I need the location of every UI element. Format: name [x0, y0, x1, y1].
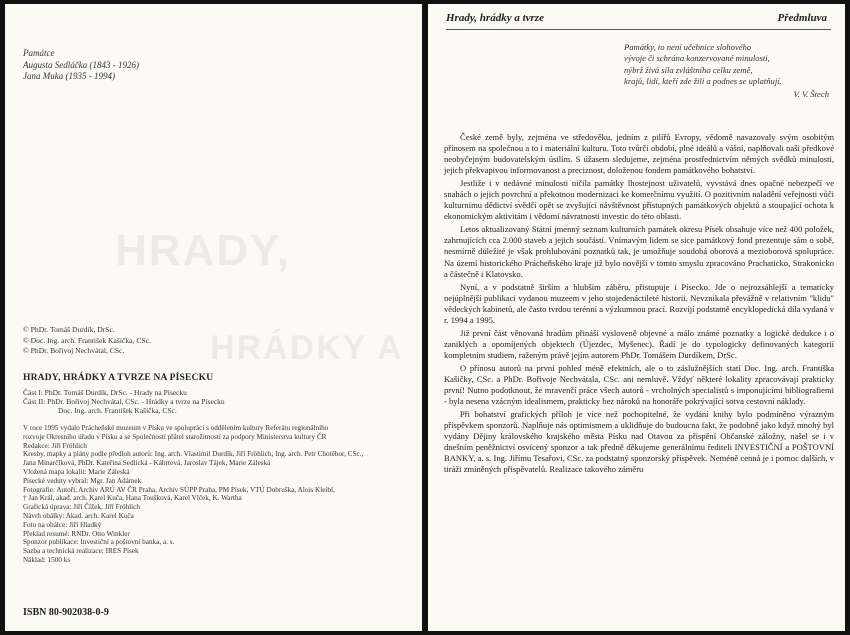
- colophon-line: Fotografie: Autoři, Archiv ARÚ AV ČR Praha, Archiv SÚPP Praha, PM Písek, VTÚ Dobruška, Alois Kleibl,: [23, 485, 335, 494]
- running-head-left: Hrady, hrádky a tvrze: [446, 12, 544, 24]
- colophon-line: Sazba a technická realizace: IRES Písek: [23, 547, 139, 556]
- paragraph: Jestliže i v nedávné minulosti ničila památky lhostejnost uživatelů, vyvstává dnes opačné nebezpečí ve snahách o jejich povrchní a překotnou modernizaci ke komerčnímu využití. O pozitivním naladění veřejnosti vůči kulturnímu dědictví svědčí opět se zvyšující návštěvnost přístupných památkových objektů a stoupající ochota k ekonomickým aktivitám i vědomí návratnosti investic do této oblasti.: [444, 178, 834, 222]
- dedication-line: Augusta Sedláčka (1843 - 1926): [23, 59, 139, 70]
- colophon-line: Vložená mapa lokalit: Marie Záleská: [23, 467, 130, 476]
- colophon-line: Jana Minarčíková, PhDr. Kateřina Sedlická - Kábrtová, Jaroslav Tájek, Marie Záleská: [23, 459, 271, 468]
- epigraph-line: Památky, to není učebnice slohového: [624, 42, 752, 52]
- parts-list: [23, 388, 225, 415]
- epigraph-line: krajů, lidí, kteří zde žili a podnes se uplatňují.: [624, 76, 782, 87]
- paragraph: O přínosu autorů na první pohled méně efektních, ale o to záslužnějších statí Doc. Ing. arch. Františka Kašičky, CSc. a PhDr. Bořivoje Nechvátala, CSc. ani nemluvě. Vždyť některé lokality zpracovávají prakticky první! Nutno podotknout, že mravenčí práce všech autorů - vrcholných specialistů s imponujícími bibliografiemi - byla nesena vzácným idealismem, prakticky bez nároků na honoráře pokrývající sotva cestovní náklady.: [444, 362, 834, 407]
- preface-text: [444, 132, 834, 477]
- book-title: HRADY, HRÁDKY A TVRZE NA PÍSECKU: [23, 373, 214, 383]
- colophon-line: Redakce: Jiří Fröhlich: [23, 441, 87, 450]
- colophon-line: Návrh obálky: Akad. arch. Karel Kuča: [23, 511, 134, 520]
- colophon-line: Kresby, mapky a plány podle předloh autorů: Ing. arch. Vlastimil Durdík, Jiří Fröhlich, Ing. arch. Petr Chotěbor, CSc.,: [23, 450, 364, 459]
- running-head: [446, 12, 827, 26]
- colophon-line: rozvoje Okresního úřadu v Písku a se Společností přátel starožitností za podpory Ministerstva kultury ČR: [23, 432, 327, 441]
- running-head-right: Předmluva: [777, 12, 827, 24]
- header-rule: [446, 29, 831, 30]
- colophon-line: Sponzor publikace: Investiční a poštovní banka, a. s.: [23, 538, 175, 547]
- epigraph-line: vývoje či schrána konzervované minulosti,: [624, 53, 770, 64]
- isbn: ISBN 80-902038-0-9: [23, 607, 109, 618]
- colophon-line: Písecké veduty vybral: Mgr. Jan Adámek: [23, 476, 142, 485]
- copyright-block: [23, 325, 151, 357]
- left-page: [5, 4, 422, 631]
- copyright-line: © Doc. Ing. arch. František Kašička, CSc.: [23, 335, 151, 345]
- epigraph: [624, 42, 829, 100]
- paragraph: Letos aktualizovaný Státní jmenný seznam kulturních památek okresu Písek obsahuje více než 400 položek, zahrnujících cca 2.000 staveb a jejich součástí. Vnímavým lidem se sice památkový fond prezentuje sám o sobě, nesmírně důležité je však prohlubování poznatků tak, je umožňuje soudobá oborová a mezioborová spolupráce. Na území historického Prácheňského kraje již bylo novější v tomto smyslu zpracováno Prachaticko, Strakonicko a částečně i Klatovsko.: [444, 224, 834, 279]
- colophon-line: Překlad resumé: RNDr. Otto Winkler: [23, 529, 130, 538]
- epigraph-author: V. V. Štech: [793, 88, 829, 99]
- part-line: Část I: PhDr. Tomáš Durdík, DrSc. - Hrady na Písecku: [23, 388, 187, 397]
- colophon-line: † Jan Král, akad. arch. Karel Kuča, Hana Toušková, Karel Vlček, K. Wartha: [23, 494, 242, 503]
- dedication-line: Jana Muka (1935 - 1994): [23, 71, 115, 81]
- right-page: [428, 4, 845, 631]
- epigraph-line: nýbrž živá síla zvláštního celku země,: [624, 64, 753, 75]
- part-line: Doc. Ing. arch. František Kašička, CSc.: [58, 406, 177, 415]
- copyright-line: © PhDr. Bořivoj Nechvátal, CSc.: [23, 346, 125, 355]
- dedication-line: Památce: [23, 48, 55, 58]
- colophon-line: Náklad: 1500 ks: [23, 555, 71, 564]
- colophon-line: Grafická úprava: Jiří Čížek, Jiří Fröhlich: [23, 503, 140, 512]
- show-through-title-1: HRADY,: [115, 226, 291, 275]
- colophon: [23, 424, 418, 565]
- copyright-line: © PhDr. Tomáš Durdík, DrSc.: [23, 325, 115, 334]
- paragraph: České země byly, zejména ve středověku, jedním z pilířů Evropy, vědomě navazovaly svým osobitým přínosem na společnou a to i materiální kulturu. Toto tvůrčí období, plné ideálů a vášní, naplňovali naši předkové neobyčejným budovatelským úsilím. S úžasem sledujeme, zejména prostřednictvím němých svědků minulosti, jejich překvapivou informovanost a preciznost, doloženou fondem památkového bohatství.: [444, 132, 834, 176]
- paragraph: Již první část věnovaná hradům přináší vysloveně objevné a málo známé poznatky a logické dedukce i o zaniklých a opomíjených objektech (Újezdec, Myšenec). Řadí je do typologicky definovaných kategorií kompletním studiem, raženým právě jejím autorem PhDr. Tomášem Durdíkem, DrSc.: [444, 327, 834, 360]
- colophon-line: V roce 1995 vydalo Prácheňské muzeum v Písku ve spolupráci s oddělením kultury Referátu regionálního: [23, 424, 329, 432]
- paragraph: Při bohatství grafických příloh je více než pochopitelné, že vydání knihy bylo podmíněno výrazným příspěvkem sponzorů. Naplňuje nás optimismem a uklidňuje do budoucna fakt, že podobně jako když mnohý byl vydány Dějiny královského krajského města Písku nad Otavou za přispění Občanské záložny, našel se i v dnešním peněžnictví osvícený sponzor a tak předně děkujeme generálnímu řediteli INVESTIČNÍ a POŠTOVNÍ BANKY, a. s. Ing. Jiřímu Tesařovi, CSc. za podstatný sponzorský příspěvek. Neméně cenná je i pomoc dalších, v tiráži zmíněných přispěvatelů. Realizace takového záměru: [444, 409, 834, 475]
- part-line: Část II: PhDr. Bořivoj Nechvátal, CSc. - Hrádky a tvrze na Písecku: [23, 397, 225, 406]
- show-through-title-2: HRÁDKY A: [210, 329, 404, 367]
- dedication: [23, 48, 139, 83]
- paragraph: Nyní, a v podstatně širším a hlubším záběru, přistupuje i Písecko. Jde o nejrozsáhlejší a tematicky nejúplnější publikaci vydanou muzeem v jeho stojedenáctileté historii. Nevznikala převážně v relativním "klidu" vědeckých kabinetů, ale často tvrdou terénní a výzkumnou prací. Rozvíjí podstatně encyklopedická díla vydaná v r. 1994 a 1995.: [444, 281, 834, 325]
- colophon-line: Foto na obálce: Jiří Hladký: [23, 520, 102, 529]
